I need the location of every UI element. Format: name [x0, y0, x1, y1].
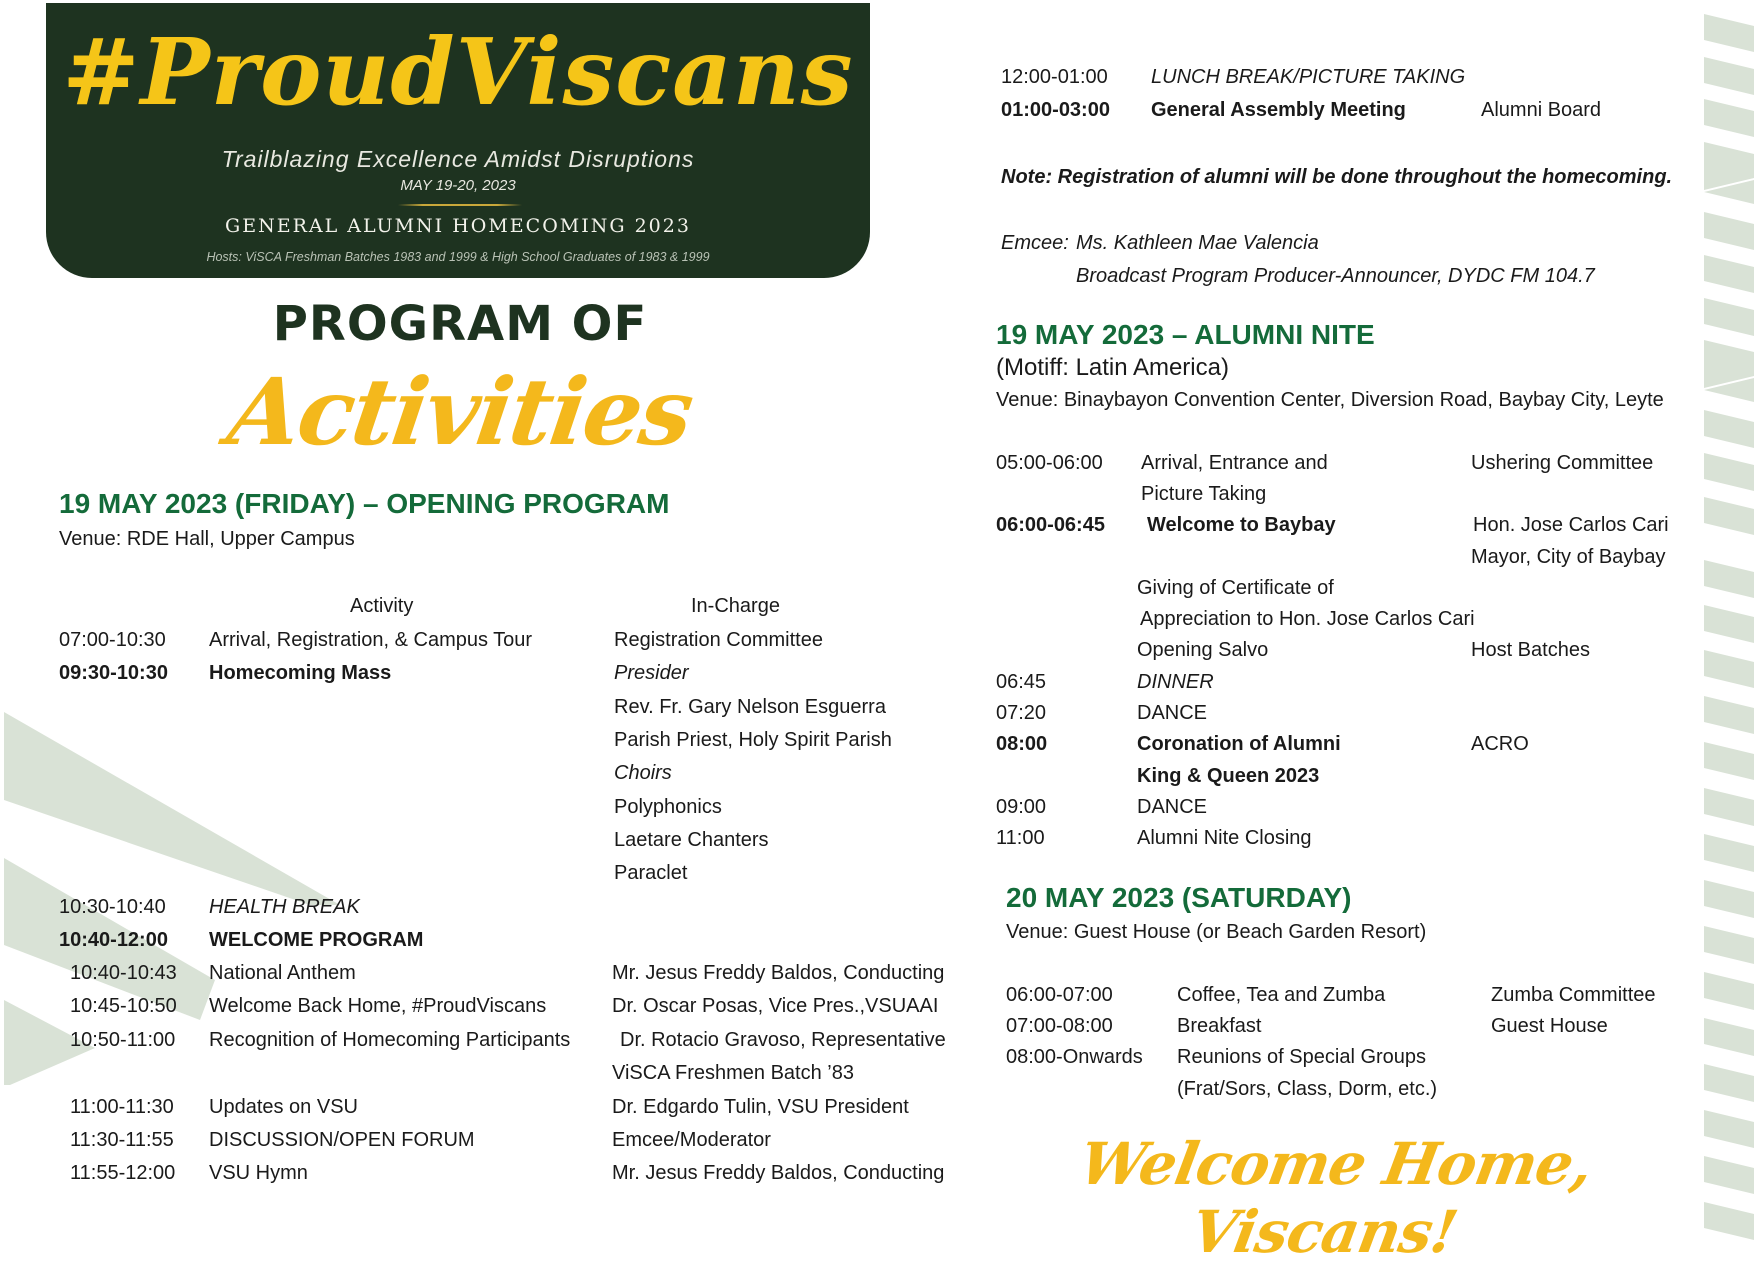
- row-incharge: Polyphonics: [614, 796, 722, 818]
- row-time: 07:20: [996, 702, 1047, 724]
- row-incharge: Parish Priest, Holy Spirit Parish: [614, 729, 892, 751]
- row-incharge: Dr. Rotacio Gravoso, Representative: [620, 1029, 946, 1051]
- row-time: 10:45-10:50: [70, 995, 177, 1017]
- row-activity: National Anthem: [209, 962, 356, 984]
- row-time: 07:00-10:30: [59, 629, 166, 651]
- row-time: 10:50-11:00: [70, 1029, 176, 1051]
- row-activity: DANCE: [1137, 796, 1208, 818]
- tagline: Trailblazing Excellence Amidst Disruptions: [221, 146, 695, 172]
- row-incharge: Mayor, City of Baybay: [1471, 546, 1666, 568]
- row-activity: King & Queen 2023: [1137, 765, 1320, 787]
- row-incharge: Rev. Fr. Gary Nelson Esguerra: [614, 696, 886, 718]
- emcee-title: Broadcast Program Producer-Announcer, DYDC FM 104.7: [1076, 265, 1595, 287]
- row-activity: Updates on VSU: [209, 1096, 358, 1118]
- row-time: 10:40-12:00: [59, 929, 168, 951]
- row-incharge: Registration Committee: [614, 629, 823, 651]
- row-incharge: Mr. Jesus Freddy Baldos, Conducting: [612, 1162, 945, 1184]
- title-program-of: PROGRAM OF: [272, 296, 648, 352]
- row-activity: LUNCH BREAK/PICTURE TAKING: [1151, 66, 1466, 88]
- row-time: 09:00: [996, 796, 1047, 818]
- row-activity: HEALTH BREAK: [209, 896, 360, 918]
- row-time: 11:55-12:00: [70, 1162, 176, 1184]
- row-activity: Giving of Certificate of: [1137, 577, 1334, 599]
- event-name: GENERAL ALUMNI HOMECOMING 2023: [225, 215, 691, 237]
- row-time: 07:00-08:00: [1006, 1015, 1113, 1037]
- emcee-name: Ms. Kathleen Mae Valencia: [1076, 232, 1319, 254]
- row-incharge: Choirs: [614, 762, 672, 784]
- section-heading-day2: 20 MAY 2023 (SATURDAY): [1006, 882, 1352, 913]
- row-incharge: Mr. Jesus Freddy Baldos, Conducting: [612, 962, 945, 984]
- row-incharge: Paraclet: [614, 862, 688, 884]
- row-incharge: Zumba Committee: [1491, 984, 1656, 1006]
- event-dates: MAY 19-20, 2023: [400, 177, 516, 194]
- row-incharge: Host Batches: [1471, 639, 1590, 661]
- title-activities: Activities: [221, 358, 699, 466]
- row-incharge: Presider: [614, 662, 689, 684]
- row-incharge: ViSCA Freshmen Batch ’83: [612, 1062, 854, 1084]
- row-time: 06:00-06:45: [996, 514, 1105, 536]
- row-activity: DINNER: [1137, 671, 1214, 693]
- header-banner: [46, 3, 870, 278]
- row-activity: Breakfast: [1177, 1015, 1262, 1037]
- row-activity: Alumni Nite Closing: [1137, 827, 1312, 849]
- row-incharge: ACRO: [1471, 733, 1529, 755]
- row-incharge: Guest House: [1491, 1015, 1608, 1037]
- row-time: 05:00-06:00: [996, 452, 1103, 474]
- row-activity: Picture Taking: [1141, 483, 1267, 505]
- row-activity: (Frat/Sors, Class, Dorm, etc.): [1177, 1078, 1438, 1100]
- row-time: 09:30-10:30: [59, 662, 168, 684]
- column-header-incharge: In-Charge: [691, 595, 780, 617]
- row-activity: Opening Salvo: [1137, 639, 1269, 661]
- row-incharge: Ushering Committee: [1471, 452, 1654, 474]
- row-time: 08:00-Onwards: [1006, 1046, 1143, 1068]
- venue-opening: Venue: RDE Hall, Upper Campus: [59, 528, 355, 550]
- row-time: 08:00: [996, 733, 1048, 755]
- row-time: 11:30-11:55: [70, 1129, 174, 1151]
- row-incharge: Alumni Board: [1481, 99, 1602, 121]
- registration-note: Note: Registration of alumni will be done throughout the homecoming.: [1001, 166, 1673, 188]
- row-time: 01:00-03:00: [1001, 99, 1110, 121]
- row-incharge: Laetare Chanters: [614, 829, 769, 851]
- row-activity: Welcome Back Home, #ProudViscans: [209, 995, 547, 1017]
- hosts-line: Hosts: ViSCA Freshman Batches 1983 and 1999 & High School Graduates of 1983 & 1999: [206, 250, 710, 264]
- row-time: 11:00: [996, 827, 1045, 849]
- venue-day2: Venue: Guest House (or Beach Garden Resort): [1006, 921, 1427, 943]
- row-time: 10:40-10:43: [70, 962, 177, 984]
- row-activity: General Assembly Meeting: [1151, 99, 1406, 121]
- row-time: 12:00-01:00: [1001, 66, 1108, 88]
- row-incharge: Hon. Jose Carlos Cari: [1473, 514, 1669, 536]
- row-activity: VSU Hymn: [209, 1162, 308, 1184]
- row-time: 11:00-11:30: [70, 1096, 174, 1118]
- row-activity: Reunions of Special Groups: [1177, 1046, 1427, 1068]
- row-time: 10:30-10:40: [59, 896, 166, 918]
- row-activity: Arrival, Registration, & Campus Tour: [209, 629, 533, 651]
- venue-alumni-nite: Venue: Binaybayon Convention Center, Diversion Road, Baybay City, Leyte: [996, 389, 1664, 411]
- left-chevron-band-1: [4, 712, 340, 905]
- right-edge-stripes: [1704, 14, 1754, 1240]
- row-activity: Arrival, Entrance and: [1141, 452, 1328, 474]
- row-activity: DISCUSSION/OPEN FORUM: [209, 1129, 475, 1151]
- section-heading-alumni-nite: 19 MAY 2023 – ALUMNI NITE: [996, 319, 1375, 350]
- row-activity: Coffee, Tea and Zumba: [1177, 984, 1386, 1006]
- row-activity: Welcome to Baybay: [1147, 514, 1336, 536]
- row-activity: DANCE: [1137, 702, 1208, 724]
- emcee-label: Emcee:: [1001, 232, 1069, 254]
- proud-viscans-logo: #ProudViscans: [62, 18, 854, 126]
- row-incharge: Dr. Edgardo Tulin, VSU President: [612, 1096, 909, 1118]
- row-activity: WELCOME PROGRAM: [209, 929, 424, 951]
- column-header-activity: Activity: [350, 595, 414, 617]
- motif: (Motiff: Latin America): [996, 354, 1229, 381]
- row-time: 06:00-07:00: [1006, 984, 1113, 1006]
- divider: [398, 204, 522, 206]
- row-activity: Homecoming Mass: [209, 662, 392, 684]
- row-activity: Appreciation to Hon. Jose Carlos Cari: [1140, 608, 1475, 630]
- section-heading-opening: 19 MAY 2023 (FRIDAY) – OPENING PROGRAM: [59, 488, 670, 519]
- welcome-home-slogan: Welcome Home, Viscans!: [1074, 1130, 1598, 1266]
- row-activity: Recognition of Homecoming Participants: [209, 1029, 571, 1051]
- row-activity: Coronation of Alumni: [1137, 733, 1341, 755]
- row-incharge: Dr. Oscar Posas, Vice Pres.,VSUAAI: [612, 995, 939, 1017]
- row-incharge: Emcee/Moderator: [612, 1129, 771, 1151]
- row-time: 06:45: [996, 671, 1047, 693]
